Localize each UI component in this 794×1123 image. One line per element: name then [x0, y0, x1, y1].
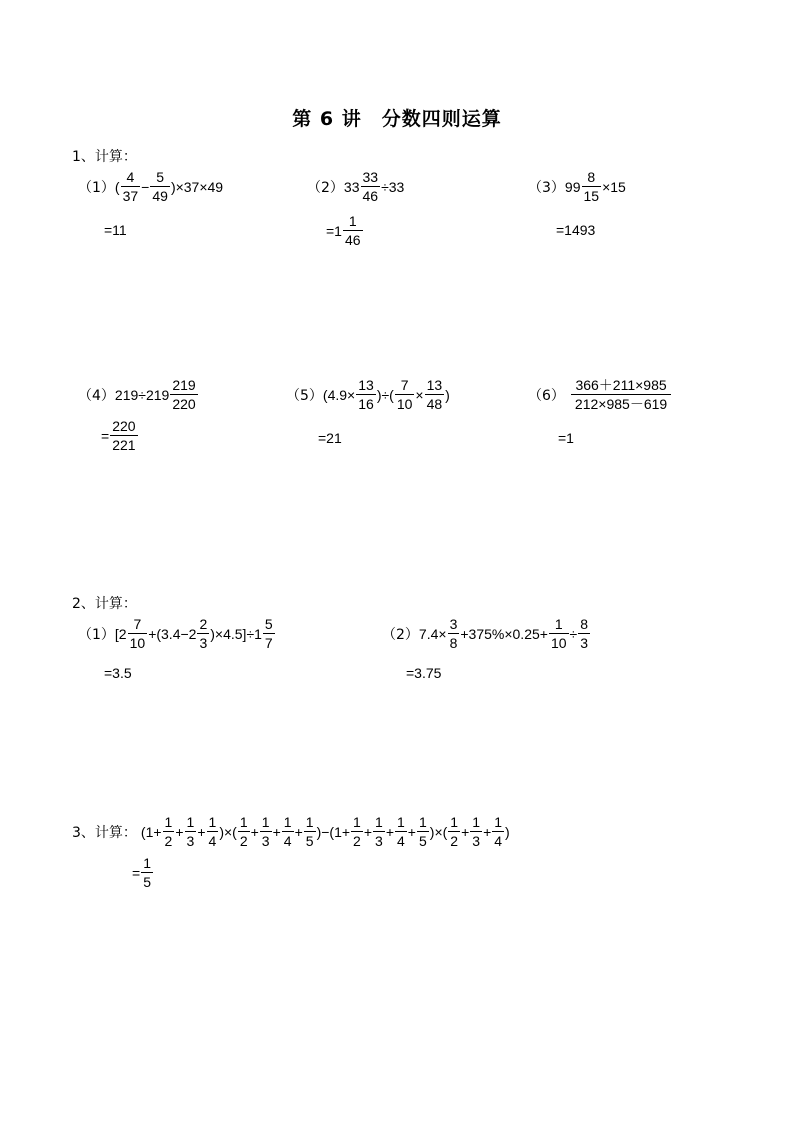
numerator: 1	[186, 814, 195, 830]
answer-1-6: =1	[558, 430, 574, 446]
problem-1-4	[78, 378, 199, 411]
expr-text: +	[175, 823, 184, 840]
denominator: 2	[450, 833, 459, 849]
problem-2-2	[382, 617, 591, 650]
denominator: 4	[283, 833, 292, 849]
expr-text: [2	[114, 625, 127, 642]
answer-2-2: =3.75	[406, 665, 442, 681]
fraction	[128, 617, 148, 650]
numerator: 1	[348, 213, 357, 229]
numerator: 33	[362, 169, 379, 185]
fraction	[170, 378, 197, 411]
problem-label: （3）	[528, 179, 565, 196]
expr-text: +	[461, 823, 470, 840]
expr-text: 219÷219	[114, 386, 170, 403]
fraction	[448, 815, 460, 848]
expr-text: +	[483, 823, 492, 840]
answer-3	[132, 856, 154, 889]
answer-1-4	[101, 419, 139, 452]
denominator: 10	[129, 635, 146, 651]
fraction	[207, 815, 219, 848]
numerator: 1	[208, 814, 217, 830]
fraction	[448, 617, 460, 650]
section-2-heading: 2、计算：	[72, 596, 137, 612]
fraction	[351, 815, 363, 848]
numerator: 4	[126, 169, 135, 185]
expr-text: )×4.5]÷1	[210, 625, 262, 642]
problem-1-2	[307, 170, 404, 203]
fraction	[141, 856, 153, 889]
numerator: 8	[580, 616, 589, 632]
expr-text: +	[385, 823, 394, 840]
numerator: 1	[554, 616, 563, 632]
problem-label: （2）	[307, 179, 344, 196]
denominator: 4	[208, 833, 217, 849]
numerator: 1	[305, 814, 314, 830]
denominator: 7	[264, 635, 273, 651]
numerator: 13	[426, 377, 443, 393]
problem-label: （1）	[78, 179, 115, 196]
expr-text: +	[250, 823, 259, 840]
denominator: 46	[344, 232, 361, 248]
denominator: 2	[353, 833, 361, 849]
numerator: 1	[239, 814, 248, 830]
fraction	[282, 815, 294, 848]
denominator: 220	[172, 396, 196, 412]
denominator: 8	[449, 635, 458, 651]
denominator: 10	[396, 396, 413, 412]
fraction	[582, 170, 602, 203]
problem-label: （4）	[78, 387, 115, 404]
fraction	[150, 170, 170, 203]
expr-text: )×(	[219, 823, 237, 840]
problem-1-6	[528, 378, 672, 411]
fraction	[356, 378, 376, 411]
fraction	[361, 170, 381, 203]
denominator: 49	[152, 188, 168, 204]
fraction	[304, 815, 316, 848]
fraction	[197, 617, 209, 650]
expr-text: )×37×49	[170, 178, 224, 195]
denominator: 48	[426, 396, 443, 412]
denominator: 5	[305, 833, 314, 849]
expr-text: )−(1+	[316, 823, 351, 840]
problem-1-1	[78, 170, 223, 203]
numerator: 1	[164, 814, 173, 830]
denominator: 3	[472, 833, 481, 849]
expr-text: +	[272, 823, 281, 840]
problem-3	[72, 815, 510, 848]
denominator: 37	[122, 188, 139, 204]
numerator: 3	[449, 616, 458, 632]
numerator: 7	[133, 616, 142, 632]
expr-text: )×(	[429, 823, 448, 840]
fraction	[163, 815, 175, 848]
denominator: 212×985－619	[571, 394, 671, 411]
fraction	[571, 378, 671, 411]
fraction	[470, 815, 482, 848]
answer-text: =1	[326, 222, 342, 239]
expr-text: +375%×0.25+	[460, 625, 548, 642]
numerator: 13	[358, 377, 374, 393]
numerator: 1	[375, 814, 383, 830]
expr-text: 99	[564, 178, 581, 195]
expr-text: ÷	[569, 625, 578, 642]
fraction	[417, 815, 429, 848]
section-1-heading: 1、计算：	[72, 149, 137, 165]
answer-1-1: =11	[104, 222, 127, 238]
denominator: 3	[375, 833, 383, 849]
denominator: 2	[239, 833, 248, 849]
numerator: 220	[112, 418, 136, 434]
page-title: 第 6 讲 分数四则运算	[292, 108, 502, 130]
denominator: 3	[199, 635, 208, 651]
denominator: 4	[494, 833, 503, 849]
problem-1-3	[528, 170, 626, 203]
numerator: 5	[156, 169, 165, 185]
denominator: 10	[550, 635, 567, 651]
expr-text: +	[363, 823, 373, 840]
expr-text: +	[407, 823, 416, 840]
expr-text: −	[141, 178, 150, 195]
numerator: 7	[400, 377, 409, 393]
expr-text: +	[197, 823, 206, 840]
denominator: 5	[143, 874, 151, 890]
denominator: 5	[418, 833, 427, 849]
problem-label: （2）	[382, 626, 419, 643]
answer-1-3: =1493	[556, 222, 596, 238]
numerator: 1	[353, 814, 361, 830]
numerator: 1	[261, 814, 270, 830]
expr-text: )	[445, 386, 450, 403]
expr-text: +(3.4−2	[148, 625, 197, 642]
problem-label: （5）	[286, 387, 323, 404]
fraction	[395, 378, 415, 411]
answer-text: =	[101, 427, 110, 444]
expr-text: 33	[343, 178, 360, 195]
fraction	[343, 214, 363, 247]
denominator: 3	[261, 833, 270, 849]
expr-text: (4.9×	[322, 386, 356, 403]
numerator: 366＋211×985	[575, 377, 667, 393]
numerator: 1	[472, 814, 481, 830]
fraction	[185, 815, 197, 848]
numerator: 1	[494, 814, 503, 830]
numerator: 1	[450, 814, 459, 830]
expr-text: (	[114, 178, 120, 195]
problem-label: （1）	[78, 626, 115, 643]
denominator: 3	[186, 833, 195, 849]
numerator: 1	[283, 814, 292, 830]
expr-text: ×	[415, 386, 424, 403]
denominator: 16	[358, 396, 374, 412]
numerator: 8	[587, 169, 596, 185]
denominator: 15	[583, 188, 600, 204]
fraction	[121, 170, 141, 203]
fraction	[110, 419, 137, 452]
expr-text: +	[294, 823, 303, 840]
fraction	[238, 815, 250, 848]
expr-text: (1+	[140, 823, 162, 840]
numerator: 2	[199, 616, 208, 632]
denominator: 46	[362, 188, 379, 204]
numerator: 5	[264, 616, 273, 632]
fraction	[549, 617, 569, 650]
answer-1-5: =21	[318, 430, 342, 446]
fraction	[425, 378, 445, 411]
expr-text: ÷33	[381, 178, 405, 195]
numerator: 1	[418, 814, 427, 830]
numerator: 219	[172, 377, 196, 393]
expr-text: ×15	[602, 178, 626, 195]
problem-2-1	[78, 617, 276, 650]
fraction	[578, 617, 590, 650]
answer-text: =	[132, 864, 141, 881]
expr-text: 7.4×	[418, 625, 447, 642]
fraction	[260, 815, 272, 848]
expr-text: )÷(	[376, 386, 394, 403]
problem-label: （6）	[528, 387, 565, 404]
denominator: 4	[397, 833, 405, 849]
problem-1-5	[286, 378, 450, 411]
answer-2-1: =3.5	[104, 665, 132, 681]
fraction	[395, 815, 407, 848]
denominator: 3	[580, 635, 589, 651]
fraction	[263, 617, 275, 650]
section-3-heading: 3、计算：	[72, 824, 137, 841]
fraction	[492, 815, 504, 848]
denominator: 221	[112, 437, 136, 453]
numerator: 1	[143, 855, 151, 871]
expr-text: )	[505, 823, 510, 840]
answer-1-2	[326, 214, 364, 247]
fraction	[373, 815, 385, 848]
numerator: 1	[397, 814, 405, 830]
denominator: 2	[164, 833, 173, 849]
